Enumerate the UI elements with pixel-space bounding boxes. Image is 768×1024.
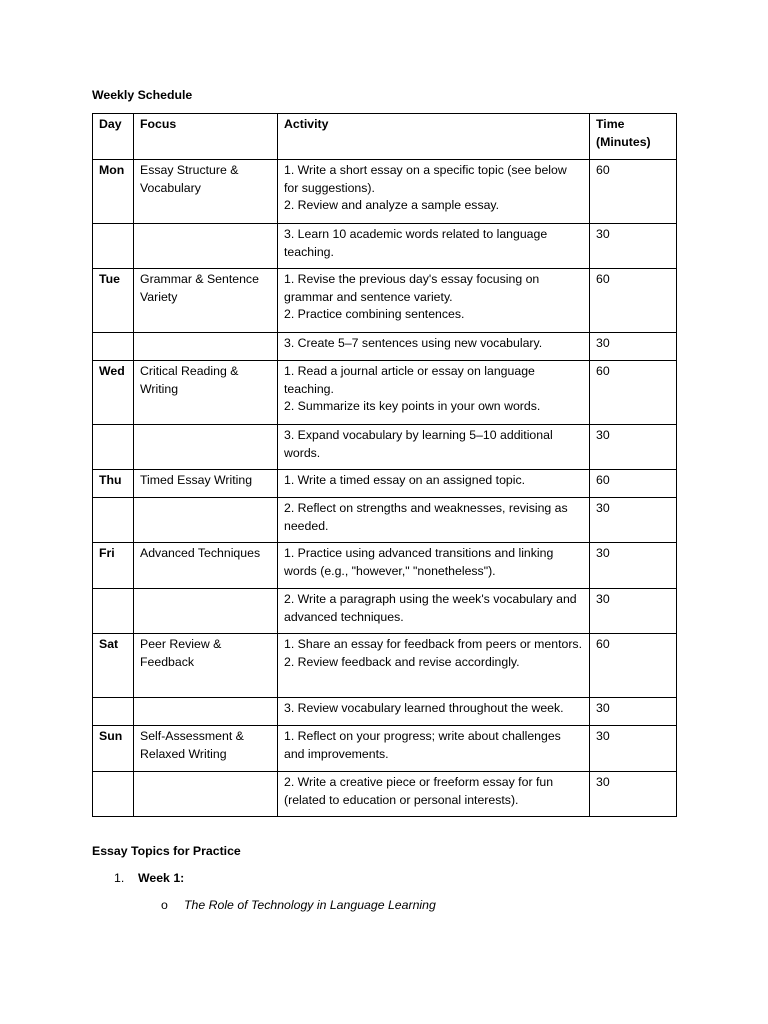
cell-activity (278, 224, 590, 269)
header-day: Day (93, 114, 134, 160)
cell-day: Wed (93, 361, 134, 425)
activity-line: 2. Review feedback and revise accordingly. (284, 654, 520, 669)
table-row (93, 269, 677, 333)
cell-focus: Critical Reading & Writing (134, 361, 278, 425)
schedule-heading: Weekly Schedule (92, 88, 193, 102)
cell-time: 60 (590, 634, 677, 698)
cell-time: 30 (590, 224, 677, 269)
cell-day: Sun (93, 726, 134, 772)
cell-focus (134, 333, 278, 361)
cell-activity (278, 698, 590, 726)
cell-time: 60 (590, 361, 677, 425)
cell-time: 60 (590, 160, 677, 224)
table-row (93, 726, 677, 772)
schedule-table (92, 113, 677, 817)
cell-time: 30 (590, 772, 677, 817)
activity-line: 1. Write a timed essay on an assigned topic. (284, 473, 526, 487)
activity-line: 2. Summarize its key points in your own words. (284, 399, 541, 413)
cell-day (93, 224, 134, 269)
cell-focus: Grammar & Sentence Variety (134, 269, 278, 333)
table-row (93, 589, 677, 634)
cell-day: Fri (93, 543, 134, 589)
table-row (93, 224, 677, 269)
cell-time: 30 (590, 425, 677, 470)
cell-activity (278, 470, 590, 498)
cell-activity (278, 543, 590, 589)
activity-line: 2. Review and analyze a sample essay. (284, 198, 500, 212)
header-focus: Focus (134, 114, 278, 160)
cell-time: 60 (590, 470, 677, 498)
cell-time: 30 (590, 726, 677, 772)
cell-focus (134, 698, 278, 726)
table-row (93, 498, 677, 543)
table-row (93, 361, 677, 425)
cell-day: Tue (93, 269, 134, 333)
activity-line: 2. Write a paragraph using the week's vocabulary and advanced techniques. (284, 592, 577, 624)
cell-focus (134, 589, 278, 634)
activity-line: 3. Create 5–7 sentences using new vocabulary. (284, 336, 543, 350)
table-row (93, 543, 677, 589)
header-time: Time (Minutes) (590, 114, 677, 160)
cell-day: Thu (93, 470, 134, 498)
cell-day (93, 333, 134, 361)
activity-line: 3. Learn 10 academic words related to language teaching. (284, 227, 548, 259)
cell-focus: Advanced Techniques (134, 543, 278, 589)
cell-time: 30 (590, 589, 677, 634)
table-row (93, 425, 677, 470)
cell-activity (278, 425, 590, 470)
topics-heading: Essay Topics for Practice (92, 844, 241, 858)
table-row (93, 698, 677, 726)
table-row (93, 772, 677, 817)
header-activity: Activity (278, 114, 590, 160)
cell-focus (134, 498, 278, 543)
activity-line: 2. Practice combining sentences. (284, 307, 465, 321)
cell-focus: Self-Assessment & Relaxed Writing (134, 726, 278, 772)
cell-activity (278, 333, 590, 361)
cell-activity (278, 269, 590, 333)
cell-activity (278, 772, 590, 817)
activity-line: 3. Expand vocabulary by learning 5–10 additional words. (284, 428, 553, 460)
cell-focus (134, 224, 278, 269)
activity-line: 3. Review vocabulary learned throughout the week. (284, 701, 564, 715)
activity-line: 1. Write a short essay on a specific topic (see below for suggestions). (284, 163, 567, 195)
cell-focus: Essay Structure & Vocabulary (134, 160, 278, 224)
cell-focus (134, 772, 278, 817)
cell-day (93, 498, 134, 543)
cell-time: 30 (590, 698, 677, 726)
cell-activity (278, 726, 590, 772)
cell-focus: Peer Review & Feedback (134, 634, 278, 698)
list-number: 1. (114, 871, 125, 885)
cell-activity (278, 160, 590, 224)
cell-time: 30 (590, 543, 677, 589)
bullet-marker: o (161, 898, 168, 912)
cell-day (93, 772, 134, 817)
cell-day: Mon (93, 160, 134, 224)
activity-line: 1. Read a journal article or essay on language teaching. (284, 364, 535, 396)
cell-focus: Timed Essay Writing (134, 470, 278, 498)
activity-line: 1. Share an essay for feedback from peers or mentors. (284, 637, 583, 651)
activity-line: 1. Reflect on your progress; write about challenges and improvements. (284, 729, 561, 761)
activity-line: 2. Write a creative piece or freeform essay for fun (related to education or personal interests). (284, 775, 554, 807)
table-row (93, 470, 677, 498)
cell-focus (134, 425, 278, 470)
cell-activity (278, 498, 590, 543)
activity-line: 1. Revise the previous day's essay focusing on grammar and sentence variety. (284, 272, 540, 304)
topic-item: The Role of Technology in Language Learning (184, 898, 436, 912)
activity-line: 1. Practice using advanced transitions and linking words (e.g., "however," "nonetheless"). (284, 546, 554, 578)
week-label: Week 1: (138, 871, 185, 885)
table-row (93, 160, 677, 224)
cell-day (93, 698, 134, 726)
cell-activity (278, 361, 590, 425)
table-header-row (93, 114, 677, 160)
cell-day (93, 589, 134, 634)
table-row (93, 634, 677, 698)
schedule-table-body (93, 160, 677, 817)
cell-time: 60 (590, 269, 677, 333)
cell-day (93, 425, 134, 470)
cell-time: 30 (590, 333, 677, 361)
cell-activity (278, 589, 590, 634)
cell-time: 30 (590, 498, 677, 543)
cell-day: Sat (93, 634, 134, 698)
cell-activity (278, 634, 590, 698)
table-row (93, 333, 677, 361)
activity-line: 2. Reflect on strengths and weaknesses, revising as needed. (284, 501, 568, 533)
